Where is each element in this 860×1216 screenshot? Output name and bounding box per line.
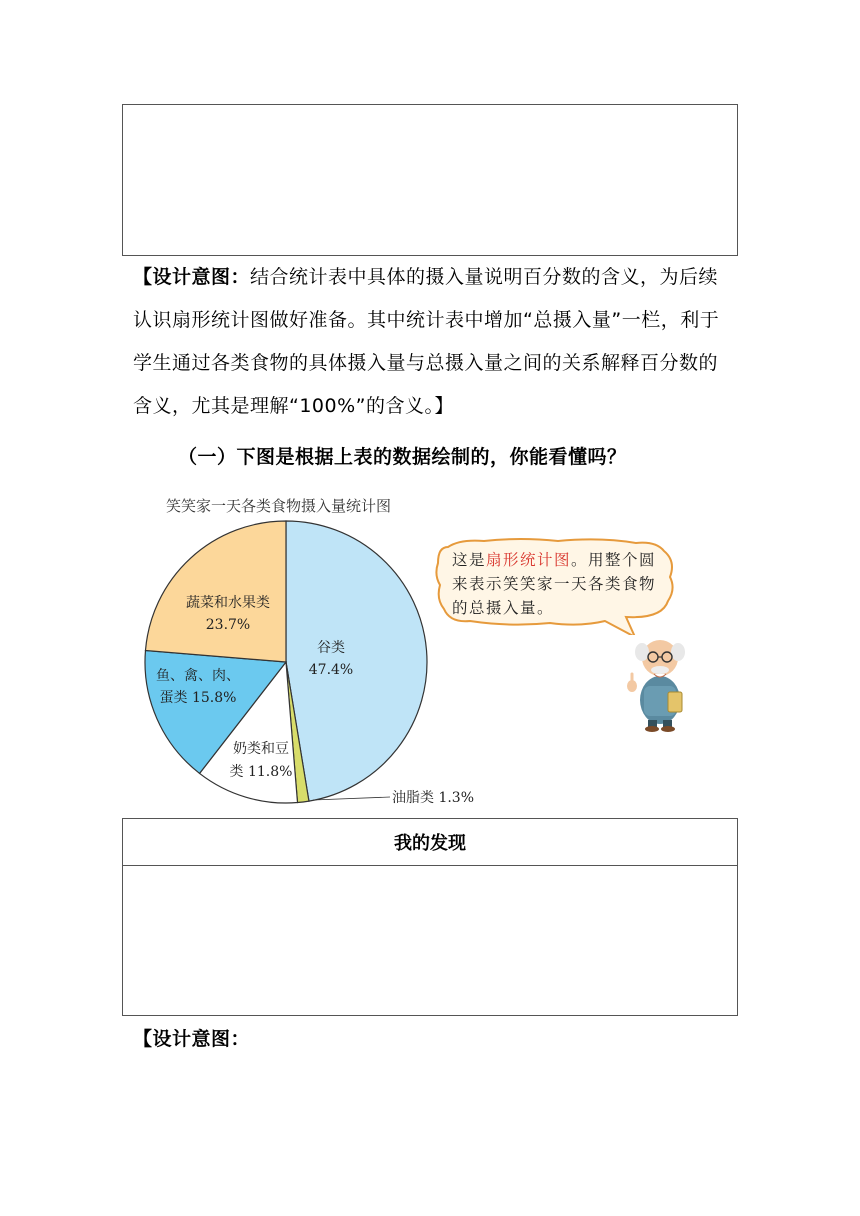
speech-highlight: 扇形统计图 [486,551,572,569]
veg-percent: 23.7% [205,617,251,633]
answer-box-top [122,104,738,256]
speech-text [452,548,667,620]
section-heading: （一）下图是根据上表的数据绘制的，你能看懂吗？ [178,446,627,468]
design-intent-paragraph-2 [133,1018,733,1061]
speech-prefix: 这是 [452,551,487,569]
grain-percent: 47.4% [308,662,354,678]
design-intent-label: 【设计意图： [133,266,251,288]
design-intent-paragraph [133,256,733,428]
pie-slice-4 [145,521,286,662]
chart-title: 笑笑家一天各类食物摄入量统计图 [166,497,392,515]
oil-label: 油脂类 1.3% [392,790,475,806]
design-intent-label-2: 【设计意图： [133,1028,251,1050]
speech-suffix: 。用整个圆来表示笑笑家一天各类食物的总摄入量。 [452,551,657,617]
grain-label: 谷类 [317,640,345,656]
grandpa-illustration [620,628,700,733]
pie-slice-0 [286,521,427,801]
veg-label: 蔬菜和水果类 [186,595,270,611]
design-intent-text: 结合统计表中具体的摄入量说明百分数的含义，为后续认识扇形统计图做好准备。其中统计表中增加“总摄入量”一栏，利于学生通过各类食物的具体摄入量与总摄入量之间的关系解释百分数的含义，尤其是理解“100%”的含义。】 [133,266,720,417]
meat-label: 鱼、禽、肉、 [156,668,240,684]
findings-table-header: 我的发现 [123,819,737,866]
dairy-percent: 类 11.8% [229,764,293,780]
dairy-label: 奶类和豆 [233,741,289,757]
meat-percent: 蛋类 15.8% [159,690,237,706]
findings-table [122,818,738,1016]
